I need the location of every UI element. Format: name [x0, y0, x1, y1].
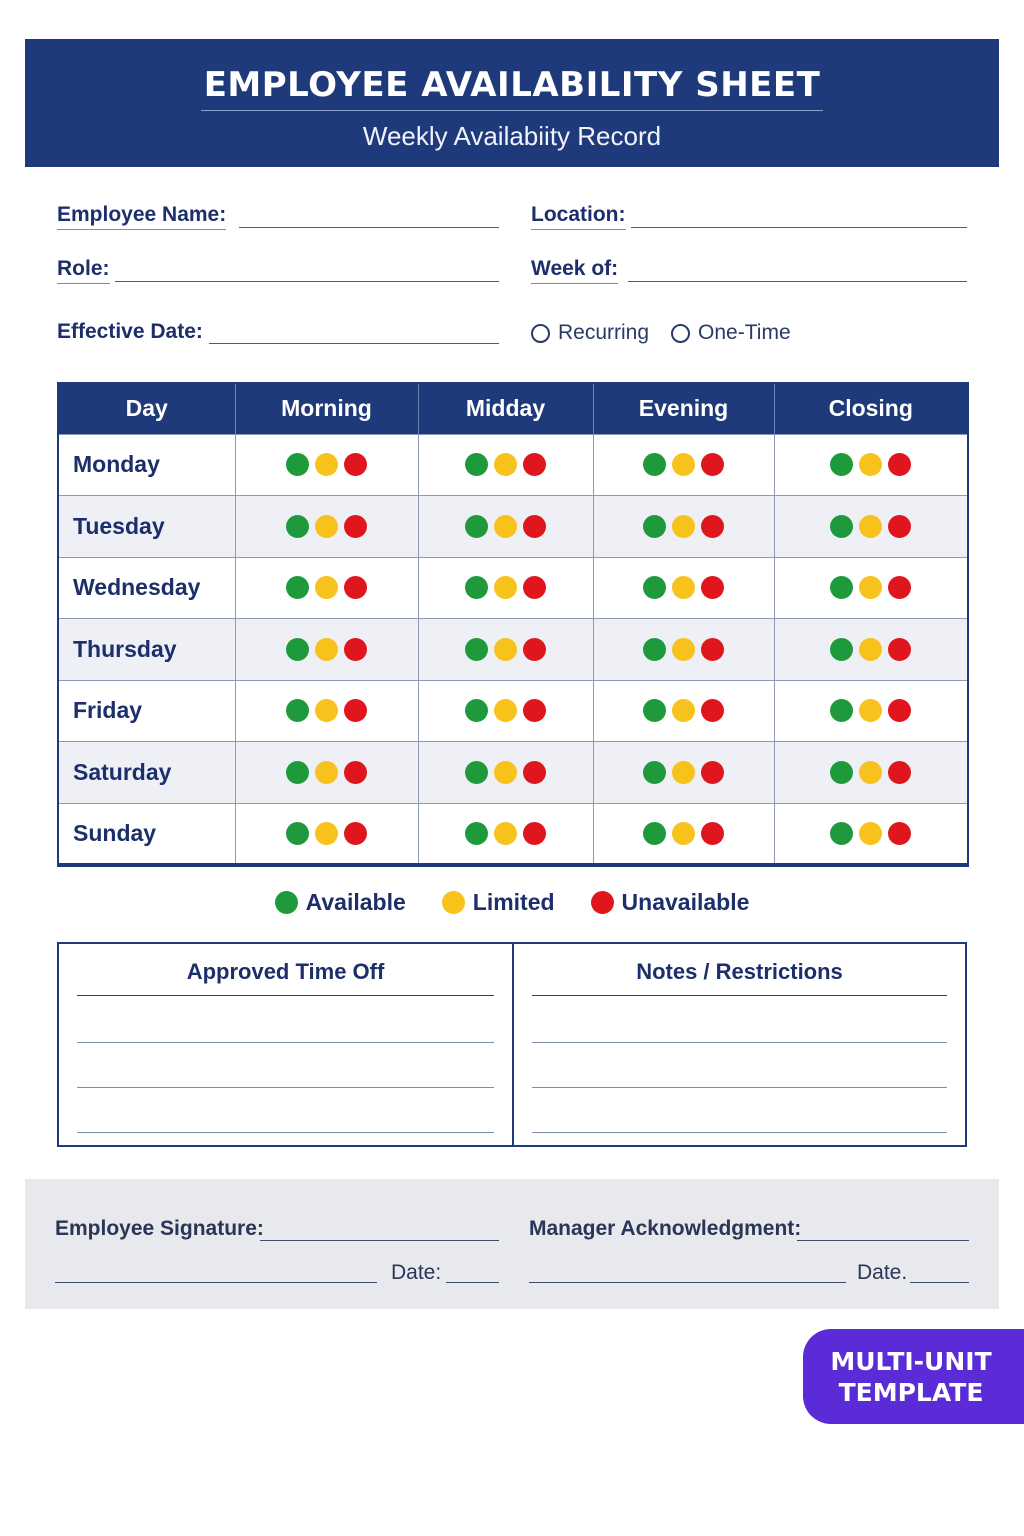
grid-row-tuesday [58, 496, 968, 558]
column-header-midday: Midday [418, 383, 593, 434]
unavailable-dot-icon[interactable] [888, 515, 911, 538]
available-dot-icon[interactable] [643, 699, 666, 722]
column-header-closing: Closing [774, 383, 968, 434]
legend-available [275, 889, 406, 916]
unavailable-dot-icon[interactable] [344, 453, 367, 476]
limited-dot-icon[interactable] [672, 699, 695, 722]
unavailable-dot-icon[interactable] [888, 638, 911, 661]
availability-selector [830, 453, 911, 476]
available-dot-icon[interactable] [643, 576, 666, 599]
column-header-morning: Morning [235, 383, 418, 434]
limited-dot-icon[interactable] [672, 638, 695, 661]
unavailable-dot-icon[interactable] [523, 638, 546, 661]
availability-cell-evening [593, 619, 774, 681]
week-of-input-line[interactable] [628, 281, 967, 282]
limited-dot-icon[interactable] [859, 515, 882, 538]
limited-dot-icon[interactable] [494, 576, 517, 599]
schedule-type-options [531, 318, 813, 348]
radio-circle-icon[interactable] [671, 324, 690, 343]
approved-time-off-title: Approved Time Off [186, 959, 385, 984]
employee-name-label: Employee Name: [57, 203, 226, 230]
limited-dot-icon[interactable] [494, 453, 517, 476]
employee-signature-label: Employee Signature: [55, 1217, 264, 1240]
availability-cell-morning [235, 496, 418, 558]
limited-dot-icon[interactable] [859, 699, 882, 722]
availability-selector [643, 515, 724, 538]
limited-dot-icon[interactable] [494, 515, 517, 538]
notes-line[interactable] [532, 1087, 947, 1088]
employee-signature-field [55, 1209, 499, 1245]
legend-limited-label: Limited [472, 888, 555, 915]
availability-cell-morning [235, 742, 418, 804]
available-dot-icon[interactable] [643, 761, 666, 784]
available-dot-icon[interactable] [830, 761, 853, 784]
unavailable-dot-icon[interactable] [888, 761, 911, 784]
availability-cell-closing [774, 803, 968, 865]
availability-selector [830, 822, 911, 845]
availability-cell-evening [593, 803, 774, 865]
unavailable-dot-icon[interactable] [701, 515, 724, 538]
availability-selector [643, 638, 724, 661]
one-time-option[interactable] [671, 321, 791, 345]
availability-selector [830, 515, 911, 538]
sheet-header [25, 39, 999, 167]
availability-cell-morning [235, 434, 418, 496]
availability-selector [465, 515, 546, 538]
day-label: Sunday [58, 803, 235, 865]
employee-date-line[interactable] [446, 1282, 499, 1283]
notes-restrictions-box [514, 944, 965, 1145]
availability-selector [286, 761, 367, 784]
effective-date-input-line[interactable] [209, 343, 499, 344]
day-label: Wednesday [58, 557, 235, 619]
available-dot-icon[interactable] [465, 699, 488, 722]
unavailable-dot-icon[interactable] [523, 822, 546, 845]
availability-cell-midday [418, 434, 593, 496]
availability-cell-midday [418, 619, 593, 681]
day-label: Thursday [58, 619, 235, 681]
employee-printed-name-line[interactable] [55, 1282, 377, 1283]
unavailable-dot-icon[interactable] [344, 699, 367, 722]
red-dot-icon [591, 891, 614, 914]
location-field [531, 198, 967, 234]
available-dot-icon[interactable] [643, 515, 666, 538]
unavailable-dot-icon[interactable] [701, 761, 724, 784]
time-off-line[interactable] [77, 1042, 494, 1043]
availability-selector [643, 699, 724, 722]
title-divider [201, 110, 823, 111]
available-dot-icon[interactable] [465, 638, 488, 661]
availability-selector [286, 699, 367, 722]
availability-selector [830, 638, 911, 661]
employee-date-label: Date: [391, 1261, 442, 1284]
legend-unavailable-label: Unavailable [621, 888, 750, 915]
unavailable-dot-icon[interactable] [344, 515, 367, 538]
available-dot-icon[interactable] [830, 638, 853, 661]
availability-cell-closing [774, 557, 968, 619]
grid-row-wednesday [58, 557, 968, 619]
unavailable-dot-icon[interactable] [344, 822, 367, 845]
available-dot-icon[interactable] [286, 638, 309, 661]
limited-dot-icon[interactable] [494, 822, 517, 845]
availability-cell-morning [235, 557, 418, 619]
available-dot-icon[interactable] [830, 699, 853, 722]
multi-unit-template-badge [803, 1329, 1024, 1424]
unavailable-dot-icon[interactable] [344, 638, 367, 661]
unavailable-dot-icon[interactable] [523, 576, 546, 599]
grid-header-row [58, 383, 968, 434]
availability-cell-midday [418, 742, 593, 804]
role-label: Role: [57, 257, 110, 284]
availability-cell-midday [418, 496, 593, 558]
unavailable-dot-icon[interactable] [701, 638, 724, 661]
unavailable-dot-icon[interactable] [701, 576, 724, 599]
grid-row-friday [58, 680, 968, 742]
limited-dot-icon[interactable] [859, 453, 882, 476]
limited-dot-icon[interactable] [315, 453, 338, 476]
availability-selector [465, 822, 546, 845]
limited-dot-icon[interactable] [859, 822, 882, 845]
limited-dot-icon[interactable] [672, 515, 695, 538]
availability-selector [643, 761, 724, 784]
unavailable-dot-icon[interactable] [344, 761, 367, 784]
availability-cell-midday [418, 803, 593, 865]
grid-row-monday [58, 434, 968, 496]
manager-acknowledgment-label: Manager Acknowledgment: [529, 1217, 802, 1240]
manager-date-line[interactable] [910, 1282, 969, 1283]
limited-dot-icon[interactable] [315, 576, 338, 599]
legend-available-label: Available [305, 888, 406, 915]
limited-dot-icon[interactable] [672, 576, 695, 599]
availability-cell-midday [418, 557, 593, 619]
role-field [57, 252, 499, 288]
location-input-line[interactable] [631, 227, 967, 228]
limited-dot-icon[interactable] [315, 638, 338, 661]
day-label: Saturday [58, 742, 235, 804]
availability-selector [286, 822, 367, 845]
legend-unavailable [591, 889, 750, 916]
availability-selector [643, 453, 724, 476]
unavailable-dot-icon[interactable] [523, 699, 546, 722]
availability-cell-evening [593, 742, 774, 804]
availability-selector [286, 515, 367, 538]
employee-name-input-line[interactable] [239, 227, 499, 228]
week-of-field [531, 252, 967, 288]
availability-legend [0, 884, 1024, 920]
unavailable-dot-icon[interactable] [888, 576, 911, 599]
manager-acknowledgment-field [529, 1209, 969, 1245]
unavailable-dot-icon[interactable] [701, 453, 724, 476]
manager-date-label: Date. [857, 1261, 908, 1284]
limited-dot-icon[interactable] [494, 638, 517, 661]
availability-selector [465, 576, 546, 599]
availability-selector [286, 576, 367, 599]
manager-date-row [529, 1251, 969, 1287]
availability-selector [286, 638, 367, 661]
available-dot-icon[interactable] [286, 515, 309, 538]
available-dot-icon[interactable] [465, 761, 488, 784]
unavailable-dot-icon[interactable] [523, 515, 546, 538]
limited-dot-icon[interactable] [494, 761, 517, 784]
availability-selector [465, 699, 546, 722]
available-dot-icon[interactable] [465, 515, 488, 538]
column-header-day: Day [58, 383, 235, 434]
notes-section [57, 942, 967, 1147]
limited-dot-icon[interactable] [672, 761, 695, 784]
approved-time-off-box [59, 944, 514, 1145]
limited-dot-icon[interactable] [859, 576, 882, 599]
day-label: Monday [58, 434, 235, 496]
availability-cell-morning [235, 619, 418, 681]
time-off-line[interactable] [77, 1132, 494, 1133]
available-dot-icon[interactable] [830, 576, 853, 599]
available-dot-icon[interactable] [465, 453, 488, 476]
sheet-title: EMPLOYEE AVAILABILITY SHEET [203, 65, 821, 105]
limited-dot-icon[interactable] [672, 822, 695, 845]
availability-cell-midday [418, 680, 593, 742]
recurring-label: Recurring [558, 321, 650, 344]
availability-cell-evening [593, 557, 774, 619]
unavailable-dot-icon[interactable] [344, 576, 367, 599]
employee-date-row [55, 1251, 499, 1287]
availability-cell-morning [235, 803, 418, 865]
effective-date-field [57, 314, 499, 350]
radio-circle-icon[interactable] [531, 324, 550, 343]
notes-line[interactable] [532, 995, 947, 996]
notes-restrictions-title: Notes / Restrictions [636, 959, 843, 984]
legend-limited [442, 889, 555, 916]
availability-selector [465, 453, 546, 476]
role-input-line[interactable] [115, 281, 499, 282]
available-dot-icon[interactable] [643, 453, 666, 476]
grid-row-sunday [58, 803, 968, 865]
available-dot-icon[interactable] [465, 576, 488, 599]
available-dot-icon[interactable] [643, 822, 666, 845]
availability-selector [830, 576, 911, 599]
manager-acknowledgment-line[interactable] [797, 1240, 969, 1241]
unavailable-dot-icon[interactable] [523, 453, 546, 476]
notes-line[interactable] [532, 1042, 947, 1043]
unavailable-dot-icon[interactable] [888, 453, 911, 476]
available-dot-icon[interactable] [286, 822, 309, 845]
location-label: Location: [531, 203, 626, 230]
limited-dot-icon[interactable] [315, 822, 338, 845]
time-off-line[interactable] [77, 995, 494, 996]
availability-selector [643, 576, 724, 599]
availability-selector [465, 761, 546, 784]
grid-row-thursday [58, 619, 968, 681]
unavailable-dot-icon[interactable] [701, 822, 724, 845]
availability-cell-evening [593, 434, 774, 496]
badge-line-2: TEMPLATE [838, 1378, 984, 1407]
week-of-label: Week of: [531, 257, 618, 284]
availability-grid [57, 382, 969, 867]
available-dot-icon[interactable] [830, 515, 853, 538]
limited-dot-icon[interactable] [315, 699, 338, 722]
availability-cell-morning [235, 680, 418, 742]
available-dot-icon[interactable] [286, 453, 309, 476]
available-dot-icon[interactable] [830, 453, 853, 476]
availability-cell-evening [593, 496, 774, 558]
availability-cell-closing [774, 496, 968, 558]
limited-dot-icon[interactable] [859, 761, 882, 784]
limited-dot-icon[interactable] [859, 638, 882, 661]
availability-selector [643, 822, 724, 845]
yellow-dot-icon [442, 891, 465, 914]
limited-dot-icon[interactable] [672, 453, 695, 476]
effective-date-label: Effective Date: [57, 320, 203, 343]
available-dot-icon[interactable] [286, 761, 309, 784]
available-dot-icon[interactable] [465, 822, 488, 845]
availability-selector [286, 453, 367, 476]
day-label: Tuesday [58, 496, 235, 558]
notes-line[interactable] [532, 1132, 947, 1133]
green-dot-icon [275, 891, 298, 914]
unavailable-dot-icon[interactable] [888, 822, 911, 845]
unavailable-dot-icon[interactable] [701, 699, 724, 722]
unavailable-dot-icon[interactable] [888, 699, 911, 722]
badge-line-1: MULTI-UNIT [830, 1347, 992, 1376]
limited-dot-icon[interactable] [315, 515, 338, 538]
available-dot-icon[interactable] [830, 822, 853, 845]
employee-signature-line[interactable] [260, 1240, 499, 1241]
grid-row-saturday [58, 742, 968, 804]
availability-cell-closing [774, 434, 968, 496]
availability-cell-closing [774, 680, 968, 742]
one-time-label: One-Time [698, 321, 791, 344]
availability-selector [465, 638, 546, 661]
column-header-evening: Evening [593, 383, 774, 434]
limited-dot-icon[interactable] [494, 699, 517, 722]
employee-name-field [57, 198, 499, 234]
availability-cell-closing [774, 619, 968, 681]
available-dot-icon[interactable] [286, 699, 309, 722]
recurring-option[interactable] [531, 321, 649, 345]
day-label: Friday [58, 680, 235, 742]
availability-cell-closing [774, 742, 968, 804]
signature-panel [25, 1179, 999, 1309]
available-dot-icon[interactable] [286, 576, 309, 599]
availability-cell-evening [593, 680, 774, 742]
limited-dot-icon[interactable] [315, 761, 338, 784]
availability-selector [830, 699, 911, 722]
available-dot-icon[interactable] [643, 638, 666, 661]
availability-selector [830, 761, 911, 784]
manager-printed-name-line[interactable] [529, 1282, 846, 1283]
unavailable-dot-icon[interactable] [523, 761, 546, 784]
sheet-subtitle: Weekly Availabiity Record [362, 121, 662, 151]
time-off-line[interactable] [77, 1087, 494, 1088]
